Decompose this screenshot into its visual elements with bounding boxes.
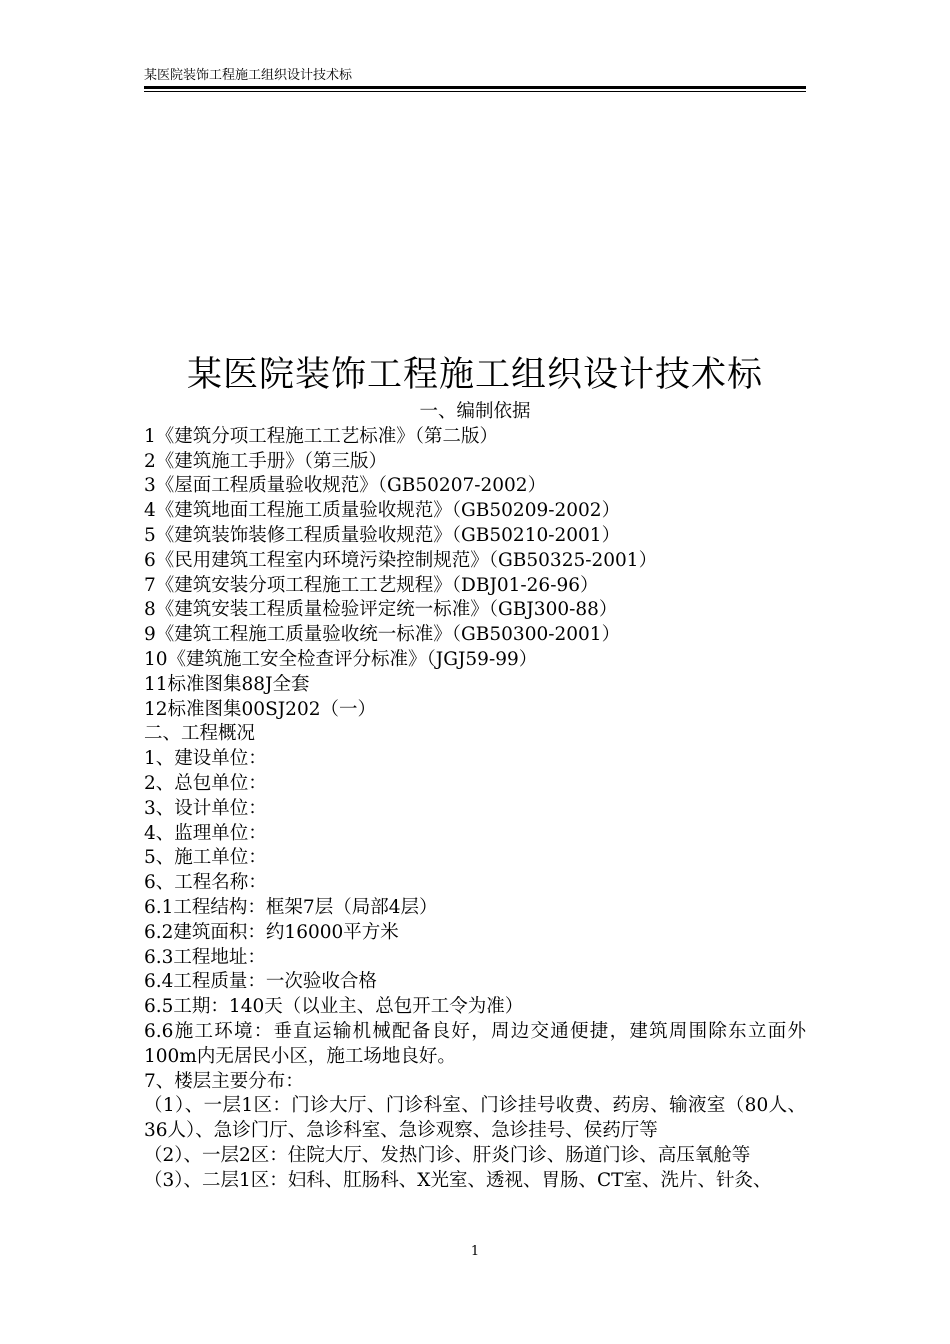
basis-item: 2《建筑施工手册》（第三版） xyxy=(144,450,388,472)
overview-item: 6.5工期：140天（以业主、总包开工令为准） xyxy=(144,996,524,1018)
basis-item: 4《建筑地面工程施工质量验收规范》（GB50209-2002） xyxy=(144,500,621,522)
overview-item: 2、总包单位： xyxy=(144,772,267,794)
basis-item: 6《民用建筑工程室内环境污染控制规范》（GB50325-2001） xyxy=(144,549,658,571)
basis-item: 1《建筑分项工程施工工艺标准》（第二版） xyxy=(144,425,499,447)
floor-item: （2）、一层2区：住院大厅、发热门诊、肝炎门诊、肠道门诊、高压氧舱等 xyxy=(144,1144,751,1166)
floors-heading: 7、楼层主要分布： xyxy=(144,1070,304,1092)
overview-item: 3、设计单位： xyxy=(144,797,267,819)
overview-item: 6.3工程地址： xyxy=(144,946,266,968)
overview-list xyxy=(144,747,806,1020)
overview-item: 4、监理单位： xyxy=(144,822,267,844)
overview-item: 5、施工单位： xyxy=(144,847,267,869)
basis-item: 8《建筑安装工程质量检验评定统一标准》（GBJ300-88） xyxy=(144,599,618,621)
basis-item: 11标准图集88J全套 xyxy=(144,673,310,695)
section-heading-basis: 一、编制依据 xyxy=(419,401,531,422)
running-header: 某医院装饰工程施工组织设计技术标 xyxy=(144,68,353,83)
overview-item: 6.2建筑面积：约16000平方米 xyxy=(144,921,399,943)
overview-item: 6.1工程结构：框架7层（局部4层） xyxy=(144,896,438,918)
basis-item: 3《屋面工程质量验收规范》（GB50207-2002） xyxy=(144,475,547,497)
overview-item: 6.4工程质量：一次验收合格 xyxy=(144,971,377,993)
basis-item: 10《建筑施工安全检查评分标准》（JGJ59-99） xyxy=(144,648,538,670)
overview-item: 6、工程名称： xyxy=(144,872,267,894)
basis-item: 9《建筑工程施工质量验收统一标准》（GB50300-2001） xyxy=(144,624,621,646)
overview-item: 1、建设单位： xyxy=(144,748,267,770)
basis-item: 5《建筑装饰装修工程质量验收规范》（GB50210-2001） xyxy=(144,524,621,546)
basis-list xyxy=(144,425,806,723)
basis-item: 12标准图集00SJ202（一） xyxy=(144,698,376,720)
document-body xyxy=(144,400,806,1194)
page-number: 1 xyxy=(470,1244,480,1259)
floor-item: （3）、二层1区：妇科、肛肠科、X光室、透视、胃肠、CT室、洗片、针灸、 xyxy=(144,1169,772,1191)
floor-item: （1）、一层1区：门诊大厅、门诊科室、门诊挂号收费、药房、输液室（80人、36人）、急诊门厅、急诊科室、急诊观察、急诊挂号、侯药厅等 xyxy=(144,1095,806,1142)
floors-list xyxy=(144,1094,806,1193)
environment-paragraph: 6.6施工环境：垂直运输机械配备良好，周边交通便捷，建筑周围除东立面外100m内无居民小区，施工场地良好。 xyxy=(144,1020,806,1067)
section-heading-overview: 二、工程概况 xyxy=(144,723,256,745)
header-rule-thin xyxy=(144,91,806,92)
basis-item: 7《建筑安装分项工程施工工艺规程》（DBJ01-26-96） xyxy=(144,574,599,596)
document-title: 某医院装饰工程施工组织设计技术标 xyxy=(186,355,763,395)
header-rule-thick xyxy=(144,86,806,89)
